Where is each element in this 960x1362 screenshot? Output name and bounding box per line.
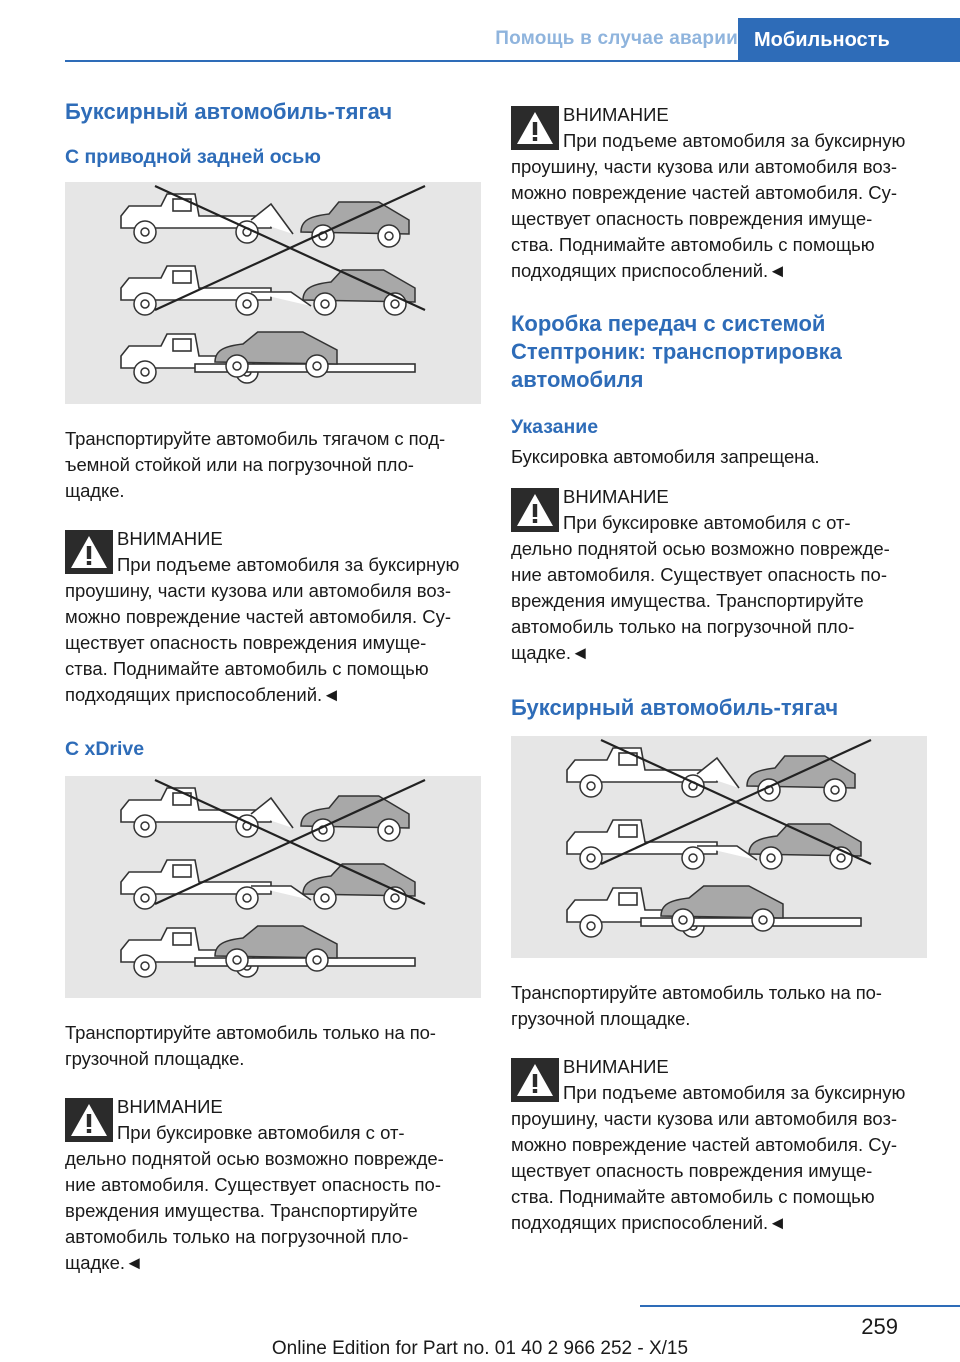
- text-line: автомобиль только на погрузочной пло-: [65, 1226, 409, 1247]
- text-line: ществует опасность повреждения имуще-: [65, 632, 427, 653]
- warning-text: [65, 578, 483, 708]
- wheel-hub: [831, 786, 839, 794]
- wheel-hub: [141, 894, 149, 902]
- footer-rule: [640, 1305, 960, 1307]
- header-section-title: Помощь в случае аварии: [495, 28, 738, 49]
- right-column: [511, 98, 929, 1258]
- text-line: Транспортируйте автомобиль только на по-: [65, 1022, 436, 1043]
- figure-caption: [65, 1020, 483, 1072]
- wheel-hub: [759, 916, 767, 924]
- wheel-hub: [391, 300, 399, 308]
- warning-title: ВНИМАНИЕ: [117, 528, 223, 549]
- text-line: проушину, части кузова или автомобиля воз-: [511, 1108, 898, 1129]
- wheel-hub: [385, 232, 393, 240]
- wheel-hub: [313, 362, 321, 370]
- wheel-hub: [587, 922, 595, 930]
- warning-text-first-line: При подъеме автомобиля за буксирную: [117, 554, 460, 575]
- text-line: щадке.◄: [511, 642, 590, 663]
- truck-window: [619, 825, 637, 837]
- text-line: проушину, части кузова или автомобиля воз-: [65, 580, 452, 601]
- text-line: проушину, части кузова или автомобиля воз-: [511, 156, 898, 177]
- wheel-hub: [141, 962, 149, 970]
- warning-title: ВНИМАНИЕ: [117, 1096, 223, 1117]
- text-line: вреждения имущества. Транспортируйте: [65, 1200, 418, 1221]
- text-line: автомобиля: [511, 367, 644, 392]
- wheel-hub: [141, 300, 149, 308]
- wheel-hub: [837, 854, 845, 862]
- wheel-hub: [385, 826, 393, 834]
- warning-triangle-icon: [511, 488, 559, 532]
- warning-text: [511, 1106, 929, 1236]
- warning-text-first-line: При буксировке автомобиля с от-: [117, 1122, 405, 1143]
- truck-window: [619, 893, 637, 905]
- text-line: Транспортируйте автомобиль тягачом с под-: [65, 428, 446, 449]
- warning-text: [65, 1146, 483, 1276]
- text-line: вреждения имущества. Транспортируйте: [511, 590, 864, 611]
- wheel-hub: [391, 894, 399, 902]
- wheel-hub: [233, 956, 241, 964]
- text-line: дельно поднятой осью возможно поврежде-: [65, 1148, 444, 1169]
- truck-window: [173, 271, 191, 283]
- text-line: дельно поднятой осью возможно поврежде-: [511, 538, 890, 559]
- tow-scene: [567, 820, 861, 869]
- text-line: грузочной площадке.: [65, 1048, 245, 1069]
- truck-window: [173, 339, 191, 351]
- left-column: [65, 98, 483, 1298]
- text-line: подходящих приспособлений.◄: [65, 684, 341, 705]
- warning-title: ВНИМАНИЕ: [563, 486, 669, 507]
- truck-window: [173, 933, 191, 945]
- tow-scene: [121, 788, 409, 841]
- text-line: ства. Поднимайте автомобиль с помощью: [65, 658, 429, 679]
- wheel-hub: [767, 854, 775, 862]
- note-text: Буксировка автомобиля запрещена.: [511, 446, 820, 467]
- header-chapter-tab: Мобильность: [738, 18, 960, 62]
- wheel-hub: [233, 362, 241, 370]
- page-header: [0, 0, 960, 62]
- warning-text: [511, 536, 929, 666]
- warning-text-first-line: При буксировке автомобиля с от-: [563, 512, 851, 533]
- subheading-note: Указание: [511, 416, 599, 438]
- tow-truck-illustration-svg: [65, 182, 481, 404]
- wheel-hub: [313, 956, 321, 964]
- tow-truck-illustration: [511, 736, 927, 958]
- text-line: ства. Поднимайте автомобиль с помощью: [511, 1186, 875, 1207]
- text-line: автомобиль только на погрузочной пло-: [511, 616, 855, 637]
- text-line: ние автомобиля. Существует опасность по-: [511, 564, 887, 585]
- warning-triangle-icon: [65, 1098, 113, 1142]
- warning-title: ВНИМАНИЕ: [563, 104, 669, 125]
- edition-footer: Online Edition for Part no. 01 40 2 966 252 - X/15: [271, 1338, 689, 1359]
- warning-block: [511, 1054, 929, 1236]
- warning-text: [511, 154, 929, 284]
- tow-scene: [567, 886, 861, 937]
- wheel-hub: [243, 894, 251, 902]
- warning-block: [65, 1094, 483, 1276]
- warning-block: [511, 484, 929, 666]
- warning-block: [65, 526, 483, 708]
- tow-truck-illustration-svg: [65, 776, 481, 998]
- warning-text-first-line: При подъеме автомобиля за буксирную: [563, 130, 906, 151]
- wheel-hub: [243, 300, 251, 308]
- text-line: подходящих приспособлений.◄: [511, 1212, 787, 1233]
- text-line: щадке.: [65, 480, 125, 501]
- tow-truck-illustration: [65, 776, 481, 998]
- page-number: 259: [861, 1314, 898, 1339]
- text-line: щадке.◄: [65, 1252, 144, 1273]
- warning-triangle-icon: [511, 1058, 559, 1102]
- text-line: подходящих приспособлений.◄: [511, 260, 787, 281]
- wheel-hub: [141, 822, 149, 830]
- figure-caption: [65, 426, 483, 504]
- section-heading-tow-truck: Буксирный автомобиль-тягач: [65, 99, 393, 124]
- tow-scene: [121, 266, 415, 315]
- text-line: ние автомобиля. Существует опасность по-: [65, 1174, 441, 1195]
- tow-truck-illustration: [65, 182, 481, 404]
- warning-triangle-icon: [65, 530, 113, 574]
- tow-scene: [567, 748, 855, 801]
- text-line: Коробка передач с системой: [511, 311, 826, 336]
- subheading-xdrive: С xDrive: [65, 738, 145, 760]
- warning-triangle-icon: [511, 106, 559, 150]
- section-heading-tow-truck: Буксирный автомобиль-тягач: [511, 695, 839, 720]
- text-line: можно повреждение частей автомобиля. Су-: [511, 182, 898, 203]
- text-line: Стептроник: транспортировка: [511, 339, 842, 364]
- text-line: можно повреждение частей автомобиля. Су-: [65, 606, 452, 627]
- wheel-hub: [141, 228, 149, 236]
- wheel-hub: [321, 894, 329, 902]
- tow-scene: [121, 860, 415, 909]
- truck-window: [173, 865, 191, 877]
- wheel-hub: [141, 368, 149, 376]
- text-line: грузочной площадке.: [511, 1008, 691, 1029]
- figure-caption: [511, 980, 929, 1032]
- warning-block: [511, 102, 929, 284]
- warning-text-first-line: При подъеме автомобиля за буксирную: [563, 1082, 906, 1103]
- wheel-hub: [587, 854, 595, 862]
- tow-truck-illustration-svg: [511, 736, 927, 958]
- wheel-hub: [679, 916, 687, 924]
- tow-scene: [121, 194, 409, 247]
- text-line: Транспортируйте автомобиль только на по-: [511, 982, 882, 1003]
- text-line: ъемной стойкой или на погрузочной пло-: [65, 454, 414, 475]
- wheel-hub: [321, 300, 329, 308]
- text-line: можно повреждение частей автомобиля. Су-: [511, 1134, 898, 1155]
- section-heading-steptronic: [511, 310, 929, 394]
- tow-scene: [121, 926, 415, 977]
- header-rule: [65, 60, 960, 62]
- text-line: ства. Поднимайте автомобиль с помощью: [511, 234, 875, 255]
- wheel-hub: [689, 854, 697, 862]
- subheading-rear-axle: С приводной задней осью: [65, 146, 321, 168]
- tow-scene: [121, 332, 415, 383]
- wheel-hub: [587, 782, 595, 790]
- text-line: ществует опасность повреждения имуще-: [511, 208, 873, 229]
- text-line: ществует опасность повреждения имуще-: [511, 1160, 873, 1181]
- warning-title: ВНИМАНИЕ: [563, 1056, 669, 1077]
